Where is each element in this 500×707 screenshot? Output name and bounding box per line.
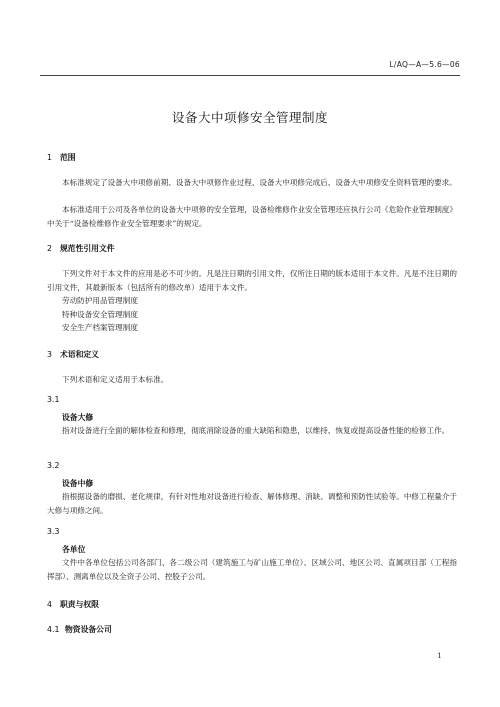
section-4-heading — [47, 599, 99, 610]
subsection-number: 4.1 — [47, 625, 60, 634]
section-2-paragraph-1: 下列文件对于本文件的应用是必不可少的。凡是注日期的引用文件，仅所注日期的版本适用于本文件。凡是不注日期的引用文件，其最新版本（包括所有的修改单）适用于本文件。 — [47, 269, 457, 292]
term-definition: 指对设备进行全面的解体检查和修理，彻底消除设备的重大缺陷和隐患，以维持、恢复或提高设备性能的检修工作。 — [62, 426, 450, 435]
section-title: 规范性引用文件 — [60, 244, 115, 253]
document-title: 设备大中项修安全管理制度 — [171, 110, 328, 125]
section-title: 职责与权限 — [60, 600, 99, 609]
section-2-heading — [47, 243, 115, 254]
term-name: 各单位 — [62, 545, 86, 554]
section-number: 1 — [47, 153, 52, 162]
subsection-title: 物资设备公司 — [65, 625, 112, 634]
term-name: 设备中修 — [62, 479, 94, 488]
reference-item: 特种设备安全管理制度 — [62, 310, 138, 319]
section-title: 范围 — [60, 153, 76, 162]
reference-item: 安全生产档案管理制度 — [62, 323, 138, 332]
section-3-heading — [47, 349, 99, 360]
section-number: 4 — [47, 600, 52, 609]
header-rule — [40, 75, 460, 76]
section-number: 3 — [47, 350, 52, 359]
reference-item: 劳动防护用品管理制度 — [62, 296, 138, 305]
term-definition: 指根据设备的磨损、老化规律，有针对性地对设备进行检查、解体修理、消缺、调整和预防性试验等。中修工程量介于大修与项修之间。 — [47, 492, 457, 515]
term-definition: 文件中各单位包括公司各部门、各二级公司（建筑施工与矿山施工单位）、区域公司、地区公司、直属项目部（工程指挥部）、测离单位以及全资子公司、控股子公司。 — [47, 558, 457, 581]
section-1-paragraph-2: 本标准适用于公司及各单位的设备大中项修的安全管理，设备检维修作业安全管理还应执行公司《危险作业管理制度》中关于“设备检维修作业安全管理要求”的规定。 — [47, 205, 457, 228]
subsection-4-1-heading — [47, 624, 112, 635]
term-number: 3.1 — [47, 395, 60, 404]
document-code: L/AQ—A—5.6—06 — [389, 60, 460, 69]
term-number: 3.3 — [47, 527, 60, 536]
term-number: 3.2 — [47, 461, 60, 470]
term-name: 设备大修 — [62, 413, 94, 422]
section-title: 术语和定义 — [60, 350, 99, 359]
section-1-paragraph-1: 本标准规定了设备大中项修前期、设备大中项修作业过程、设备大中项修完成后、设备大中项修安全资料管理的要求。 — [62, 178, 457, 187]
page-number: 1 — [437, 651, 442, 660]
section-3-paragraph-1: 下列术语和定义适用于本标准。 — [62, 375, 169, 384]
section-number: 2 — [47, 244, 52, 253]
section-1-heading — [47, 152, 76, 163]
